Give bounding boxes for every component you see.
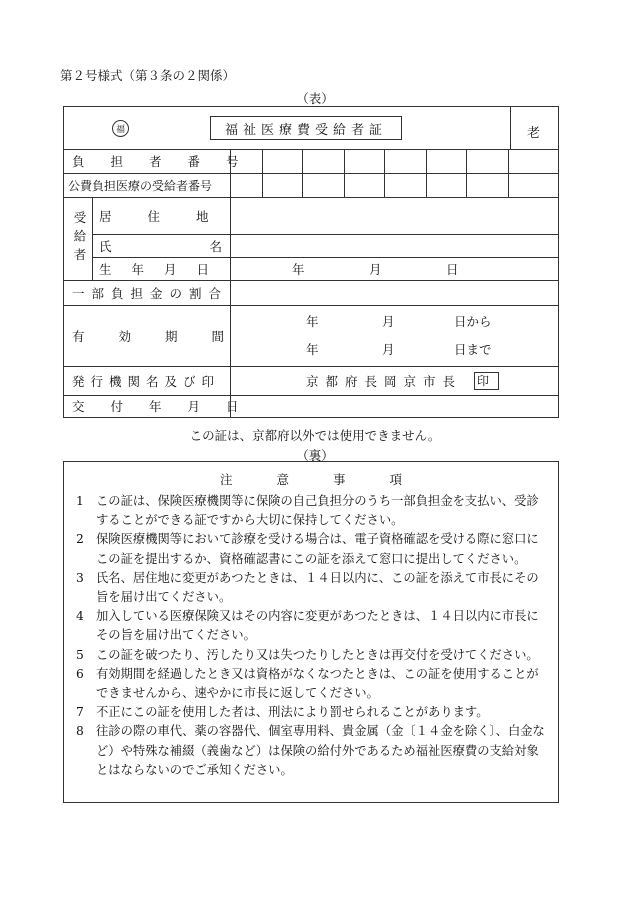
issue-date-label: 交付年月日	[72, 399, 265, 414]
burden-number-label: 負担者番号	[72, 154, 265, 169]
validity-to-year: 年	[306, 342, 319, 357]
validity-from-day: 日から	[454, 314, 492, 329]
burden-ratio-label: 一部負担金の割合	[72, 285, 229, 301]
list-item: 6 有効期間を経過したとき又は資格がなくなつたときは、この証を使用することができませんから、速やかに市長に返してください。	[76, 666, 539, 701]
recipient-card-back	[63, 461, 559, 803]
validity-from-month: 月	[382, 314, 395, 329]
usage-notice: この証は、京都府以外では使用できません。	[189, 428, 441, 443]
validity-from-year: 年	[306, 314, 319, 329]
form-number: 第２号様式（第３条の２関係）	[60, 68, 236, 83]
birth-year: 年	[292, 261, 305, 277]
issuer-value	[306, 366, 499, 395]
back-side-label: （裏）	[296, 448, 334, 463]
rou-mark: 老	[527, 126, 541, 141]
address-label: 居住地	[99, 209, 245, 224]
validity-to-month: 月	[382, 342, 395, 357]
list-item: 4 加入している医療保険又はその内容に変更があつたときは、１４日以内に市長にその旨を届け出てください。	[76, 609, 539, 643]
notes-heading: 注 意 事 項	[219, 472, 403, 487]
birth-month: 月	[369, 261, 382, 277]
front-side-label: （表）	[296, 91, 334, 106]
fuku-seal-icon: 福	[112, 120, 129, 137]
list-item: 8 往診の際の車代、薬の容器代、個室専用料、貴金属（金〔１４金を除く〕、白金など）や特殊な補綴（義歯など）は保険の給付外であるため福祉医療費の支給対象とはならないのでご承知ください。	[76, 724, 545, 777]
notes-list	[76, 492, 550, 780]
issuer-seal: 印	[474, 372, 499, 390]
recipient-card-front	[63, 106, 559, 418]
list-item: 5 この証を破つたり、汚したり又は失つたりしたときは再交付を受けてください。	[76, 647, 539, 662]
validity-label: 有効期間	[72, 328, 259, 344]
public-recipient-number-label: 公費負担医療の受給者番号	[68, 178, 213, 193]
card-title: 福祉医療費受給者証	[210, 116, 402, 140]
birth-day: 日	[446, 261, 459, 277]
issuer-label: 発行機関名及び印	[72, 373, 221, 389]
list-item: 3 氏名、居住地に変更があつたときは、１４日以内に、この証を添えて市長にその旨を届け出てください。	[76, 570, 539, 605]
list-item: 2 保険医療機関等において診療を受ける場合は、電子資格確認を受ける際に窓口にこの証を提出するか、資格確認書にこの証を添えて窓口に提出してください。	[76, 532, 539, 566]
list-item: 1 この証は、保険医療機関等に保険の自己負担分のうち一部負担金を支払い、受診することができる証ですから大切に保持してください。	[76, 494, 539, 528]
birthdate-label: 生年月日	[99, 261, 230, 277]
issuer-name: 京都府長岡京市長	[306, 373, 463, 389]
validity-to-day: 日まで	[454, 342, 492, 357]
recipient-label: 受給者	[72, 211, 87, 267]
name-label: 氏名	[99, 238, 321, 254]
list-item: 7 不正にこの証を使用した者は、刑法により罰せられることがあります。	[76, 705, 489, 720]
